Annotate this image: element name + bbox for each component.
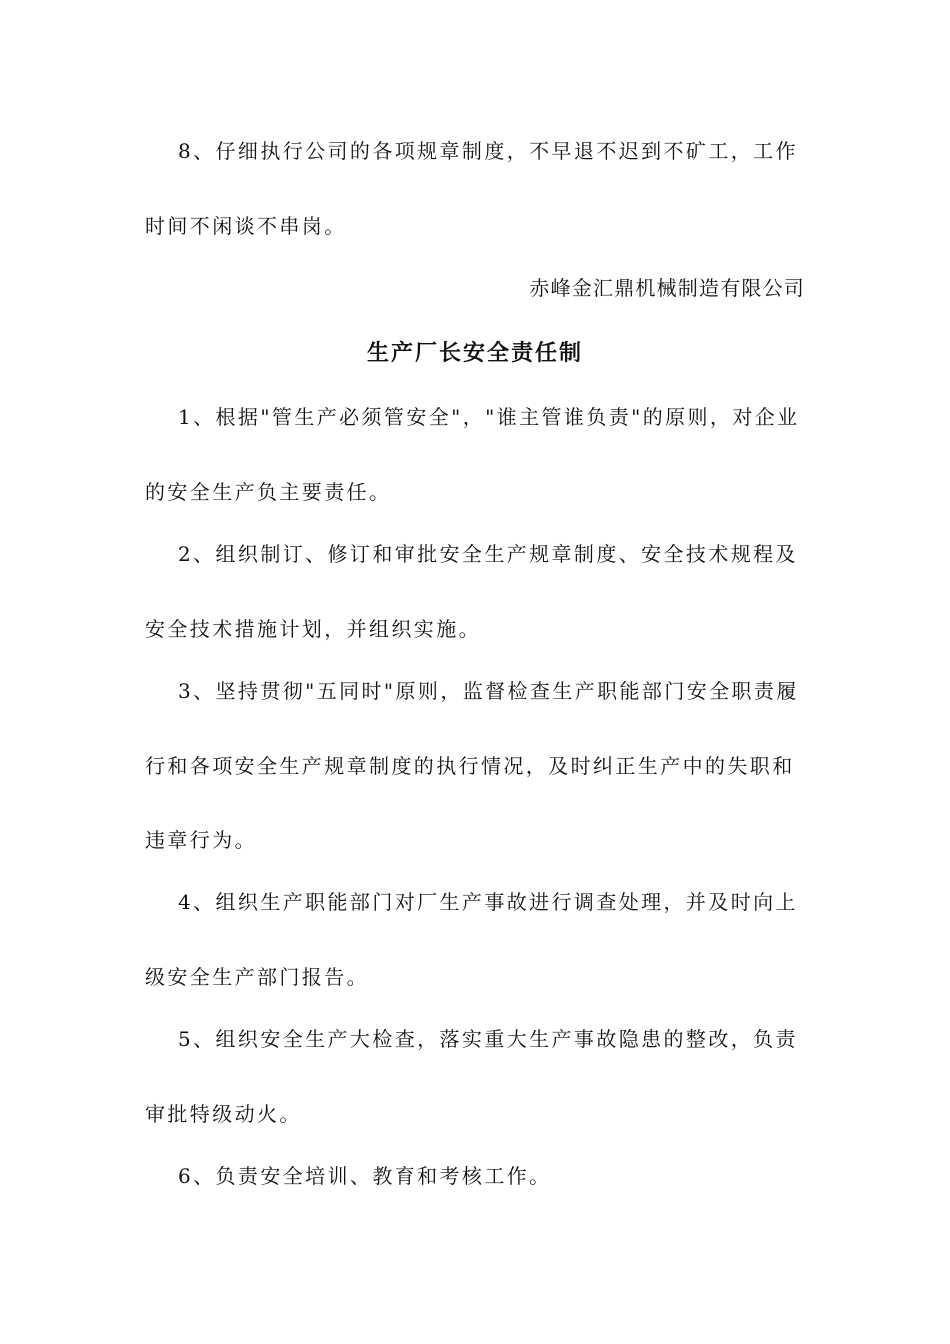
item-1-line-2: 的安全生产负主要责任。	[145, 480, 392, 504]
item-8-line-1: 8、仔细执行公司的各项规章制度，不早退不迟到不矿工，工作	[178, 139, 798, 163]
item-3-line-1: 3、坚持贯彻"五同时"原则，监督检查生产职能部门安全职责履	[178, 679, 799, 703]
section-title: 生产厂长安全责任制	[366, 340, 583, 366]
item-2-line-2: 安全技术措施计划，并组织实施。	[145, 617, 481, 641]
item-5-line-2: 审批特级动火。	[145, 1102, 302, 1126]
item-6-line-1: 6、负责安全培训、教育和考核工作。	[178, 1164, 552, 1188]
item-4-line-2: 级安全生产部门报告。	[145, 965, 369, 989]
company-name: 赤峰金汇鼎机械制造有限公司	[529, 276, 805, 300]
item-2-line-1: 2、组织制订、修订和审批安全生产规章制度、安全技术规程及	[178, 542, 798, 566]
item-3-line-3: 违章行为。	[145, 828, 257, 852]
item-4-line-1: 4、组织生产职能部门对厂生产事故进行调查处理，并及时向上	[178, 890, 798, 914]
item-1-line-1: 1、根据"管生产必须管安全"，"谁主管谁负责"的原则，对企业	[178, 405, 800, 429]
item-8-line-2: 时间不闲谈不串岗。	[145, 214, 347, 238]
item-5-line-1: 5、组织安全生产大检查，落实重大生产事故隐患的整改，负责	[178, 1027, 798, 1051]
item-3-line-2: 行和各项安全生产规章制度的执行情况，及时纠正生产中的失职和	[145, 754, 795, 778]
